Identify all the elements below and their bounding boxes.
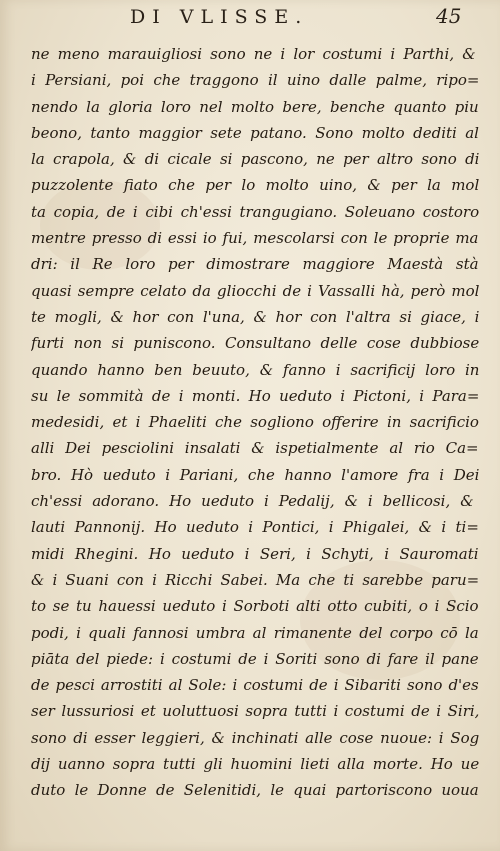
text-line: beono, tanto maggior sete patano. Sono molto dediti al — [31, 123, 479, 142]
text-line: & i Suani con i Ricchi Sabei. Ma che ti sarebbe paru= — [31, 570, 480, 589]
text-line: midi Rhegini. Ho ueduto i Seri, i Schyti, i Sauromati — [31, 544, 479, 563]
text-line: medesidi, et i Phaeliti che sogliono offerire in sacrificio — [31, 413, 479, 432]
text-line: ch'essi adorano. Ho ueduto i Pedalij, & i bellicosi, & — [31, 492, 474, 511]
text-line: quando hanno ben beuuto, & fanno i sacrificij loro in — [31, 360, 480, 379]
text-line: puzzolente fiato che per lo molto uino, & per la mol — [31, 176, 480, 195]
text-line: ta copia, de i cibi ch'essi trangugiano. Soleuano costoro — [31, 202, 480, 221]
text-line: sono di esser leggieri, & inchinati alle cose nuoue: i Sog — [31, 728, 480, 747]
body-text — [31, 41, 481, 804]
text-line: mentre presso di essi io fui, mescolarsi con le proprie ma — [31, 229, 479, 248]
text-line: piāta del piede: i costumi de i Soriti sono di fare il pane — [31, 649, 479, 668]
text-line: su le sommità de i monti. Ho ueduto i Pictoni, i Para= — [31, 386, 480, 405]
text-line: bro. Hò ueduto i Pariani, che hanno l'amore fra i Dei — [31, 465, 480, 484]
text-line: to se tu hauessi ueduto i Sorboti alti otto cubiti, o i Scio — [31, 597, 479, 616]
text-line: i Persiani, poi che traggono il uino dalle palme, ripo= — [31, 71, 480, 90]
running-head: DI VLISSE. — [130, 6, 309, 28]
text-line: lauti Pannonij. Ho ueduto i Pontici, i Phigalei, & i ti= — [31, 518, 479, 537]
text-line: furti non si puniscono. Consultano delle cose dubbiose — [31, 334, 480, 353]
text-line: ser lussuriosi et uoluttuosi sopra tutti i costumi de i Siri, — [31, 702, 480, 721]
text-line: quasi sempre celato da gliocchi de i Vassalli hà, però mol — [31, 281, 480, 300]
text-line: dri: il Re loro per dimostrare maggiore Maestà stà — [31, 255, 479, 274]
text-line: alli Dei pesciolini insalati & ispetialmente al rio Ca= — [31, 439, 479, 458]
text-line: te mogli, & hor con l'una, & hor con l'altra si giace, i — [31, 307, 480, 326]
text-line: ne meno marauigliosi sono ne i lor costumi i Parthi, & — [31, 45, 476, 63]
page-number: 45 — [436, 4, 462, 28]
text-line: la crapola, & di cicale si pascono, ne per altro sono di — [31, 150, 480, 169]
text-line: duto le Donne de Selenitidi, le quai partoriscono uoua — [31, 781, 479, 800]
text-line: de pesci arrostiti al Sole: i costumi de i Sibariti sono d'es — [31, 676, 479, 695]
text-line: nendo la gloria loro nel molto bere, benche quanto piu — [31, 97, 479, 116]
text-line: podi, i quali fannosi umbra al rimanente del corpo cō la — [31, 623, 479, 642]
text-line: dij uanno sopra tutti gli huomini lieti alla morte. Ho ue — [31, 755, 480, 774]
